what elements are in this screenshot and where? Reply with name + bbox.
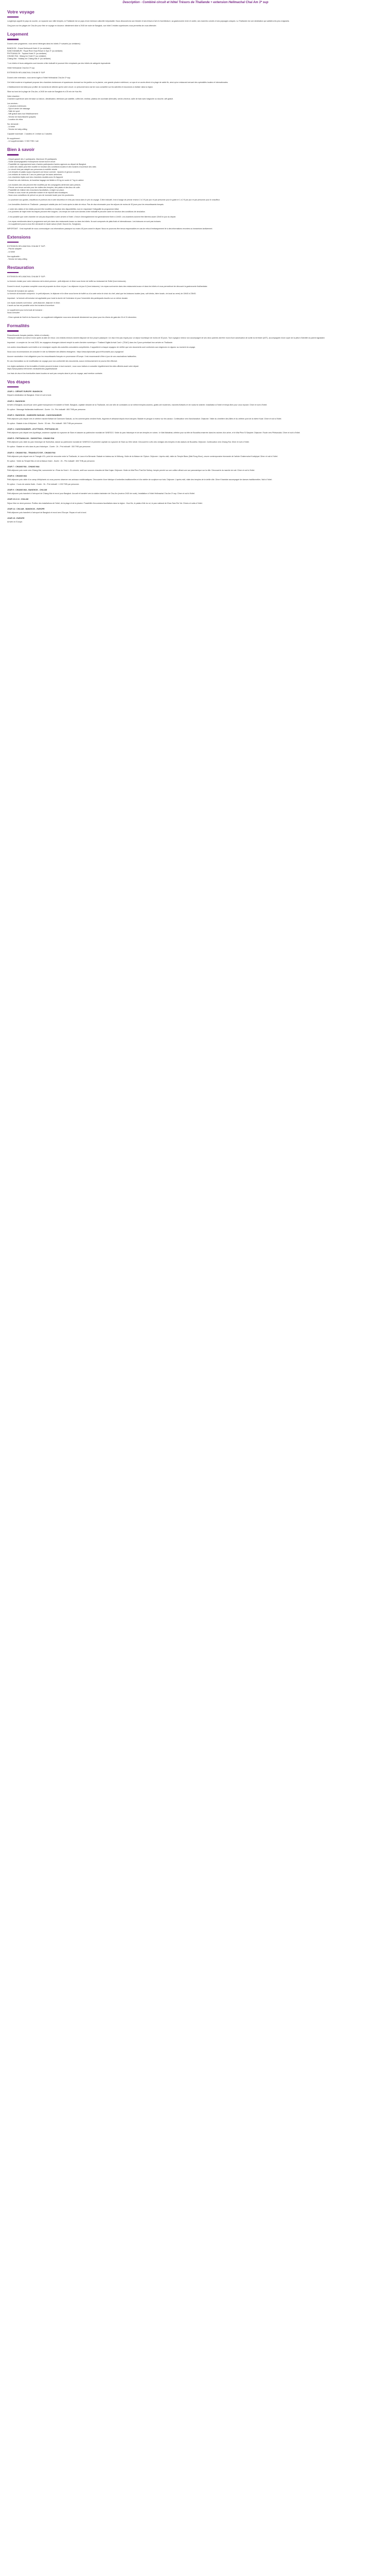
section xyxy=(7,9,384,28)
paragraph: EXTENSION HELLMACHAL CHA AM 3* SUP xyxy=(7,72,45,74)
step-heading: JOUR 8 : CHIANG MAI xyxy=(7,475,27,477)
paragraph: Séjour libre en demi-pension. Profitez des installations de l'hôtel, de la plage et de la piscine. Possibilité d'excursions facultatives dans la région : Hua Hin, le palais d'été du roi, le parc national de Khao Sam Roi Yot. Dîners et nuits à l'hôtel. xyxy=(7,502,203,504)
paragraph: Important : la formule all inclusive est applicable pour toute la durée de l'extension et pour l'ensemble des participants inscrits sur un même dossier. xyxy=(7,297,128,299)
section-heading: Votre voyage xyxy=(7,9,35,14)
section xyxy=(7,379,384,523)
step-heading: JOUR 6 : CHIANG RAI - TRIANGLE D'OR - CHIANG RAI xyxy=(7,451,56,454)
section-heading: Extensions xyxy=(7,234,31,240)
paragraph: L'établissement est idéal pour profiter de moments de détente après votre circuit. Le personnel sera ravi de vous conseiller sur les activités et excursions à réaliser dans la région. xyxy=(7,86,154,88)
paragraph: Départ à destination de Bangkok. Dîner et nuit à bord. xyxy=(7,394,52,397)
paragraph: Longtemps appelé le pays du sourire, un royaume aux mille temples, la Thaïlande est un pays d'une richesse culturelle inépuisable. Nous découvrirons son histoire et ses trésors d'art et d'architecture, sa gastronomie riche et variée, ses marchés colorés et ses paysages uniques. La Thaïlande est une destination qui satisfera les plus exigeants. xyxy=(7,20,290,22)
paragraph: Durant votre extension, vous serez logés à l'hôtel Hellmachal Cha Am 3* sup. xyxy=(7,76,71,79)
step-heading: JOUR 3 : BANGKOK - DAMNOEN SADUAK - KANCHANABURI xyxy=(7,414,62,416)
paragraph: Sur demande : - Lit bébé - Service de baby-sitting xyxy=(7,123,27,130)
paragraph: Votre chambre : Chambre supérieure avec terrasse ou balcon, climatisation, télévision par satellite, coffre-fort, minibar, plateau de courtoisie (thé/café), sèche-cheveux, salle de bain avec baignoire ou douche, wifi gratuit. xyxy=(7,95,173,100)
section-heading: Bien à savoir xyxy=(7,147,35,152)
paragraph: - Il est possible que votre chambre ne soit pas disponible à votre arrivée à l'hôtel. L'heure d'enregistrement est généralement fixée à 14h00. Les chambres doivent être libérées avant 12h00 le jour du départ. xyxy=(7,215,176,218)
paragraph: - Départ garanti dès 2 participants. Maximum 30 participants - Guide accompagnateur francophone durant tout le circuit - Possibilité de regroupement avec d'autres participants d'autres agences au départ de Bangkok - L'ordre des visites peut être modifié en fonction des conditions locales et des horaires d'ouverture des sites - Le circuit n'est pas adapté aux personnes à mobilité réduite - Les temples et palais royaux imposent une tenue correcte : épaules et genoux couverts - Les enfants de moins de 2 ans ne paient que les taxes aériennes - Les chambres triples sont des chambres doubles avec lit d'appoint - Durant les vols intérieurs, la franchise bagage est limitée à 20 kg en soute et 7 kg en cabine xyxy=(7,158,96,181)
step-heading: JOUR 5 : PHITSANULOK - SUKHOTHAI - CHIANG RAI xyxy=(7,437,55,440)
paragraph: Hôtel Hellmachal Chai Am 3* sup xyxy=(7,67,35,70)
paragraph: En option : Massage thaïlandais traditionnel - Durée : 1h - Prix indicatif : 800 THB par personne. xyxy=(7,408,86,411)
paragraph: En supplément : - Lit supplémentaire / 2 500 THB / nuit xyxy=(7,138,39,143)
paragraph: Arrivée à Bangkok, accueil par votre guide francophone et transfert à l'hôtel. Bangkok, capitale vibrante de la Thaïlande, est une ville de contrastes où se mêlent temples anciens, gratte-ciel modernes, marchés flottants et vie nocturne animée. Installation à l'hôtel et temps libre pour vous reposer. Dîner et nuit à l'hôtel. xyxy=(7,403,268,406)
paragraph: EXTENSION HELLMACHAL CHA AM 3* SUP : - Piscine adaptée - Lit bébé xyxy=(7,245,46,253)
paragraph: EXTENSION HELLMACHAL CHA AM 3* SUP : xyxy=(7,276,46,278)
paragraph: Capacité maximale : 2 adultes et 1 enfant ou 3 adultes xyxy=(7,133,52,135)
paragraph: Petit-déjeuner puis route vers Chiang Mai, surnommée la « Rose du Nord ». En chemin, arrêt aux sources chaudes de Mae Kajan. Déjeuner. Visite du Wat Phra That Doi Suthep, temple perché sur une colline offrant une vue panoramique sur la ville. Découverte du marché de nuit. Dîner et nuit à l'hôtel. xyxy=(7,469,255,471)
paragraph: Non applicable : - Service de baby-sitting xyxy=(7,255,27,260)
paragraph: Les frais de visa et les éventuelles taxes locales ne sont pas compris dans le prix du voyage, sauf mention contraire. xyxy=(7,372,103,375)
paragraph: Petit-déjeuner puis visite d'un camp d'éléphants où vous pourrez observer ces animaux emblématiques. Découverte d'une fabrique d'ombrelles traditionnelles et d'un atelier de sculpture sur bois. Déjeuner. L'après-midi, visite des temples de la vieille ville. Dîner Khantoke accompagné de danses traditionnelles. Nuit à l'hôtel. xyxy=(7,479,272,481)
section-heading: Restauration xyxy=(7,264,34,270)
section-underline xyxy=(7,16,19,18)
section-underline xyxy=(7,272,19,274)
section-underline xyxy=(7,154,19,156)
section xyxy=(7,234,384,261)
paragraph: - Les formalités d'entrée en Thaïlande : passeport valable plus de 6 mois après la date de retour. Pas de visa nécessaire pour les séjours de moins de 30 jours pour les ressortissants français. xyxy=(7,204,164,206)
step-heading: JOUR 2 : BANGKOK xyxy=(7,400,25,402)
paragraph: En option : Cours de cuisine thaïe - Durée : 3h - Prix indicatif : 1 200 THB par personne. xyxy=(7,483,79,486)
paragraph: Arrivée en Europe. xyxy=(7,520,23,523)
paragraph: * Les hôtels et leurs catégories sont donnés à titre indicatif et pourront être remplacés par des hôtels de catégorie équivalente. xyxy=(7,62,111,65)
paragraph: - Les repas mentionnés dans le programme sont pris dans des restaurants locaux ou dans les hôtels. Ils sont composés de plats thaïs et internationaux. Les boissons ne sont pas incluses. - Un supplément pourra vous être demandé en haute saison (Noël, Nouvel An, Songkran). xyxy=(7,220,161,225)
paragraph: La formule choisie pour votre extension est la demi-pension : petit-déjeuner et dîner sous forme de buffet au restaurant de l'hôtel (hors boissons). xyxy=(7,280,126,283)
paragraph: Petit-déjeuner puis départ vers Ayutthaya, ancienne capitale du royaume de Siam et classée au patrimoine mondial de l'UNESCO. Visite du parc historique et de ses temples en ruines : le Wat Mahathat, célèbre pour sa tête de Bouddha enserrée dans les racines d'un arbre, et le Wat Phra Si Sanphet. Déjeuner. Route vers Phitsanulok. Dîner et nuit à l'hôtel. xyxy=(7,432,301,434)
section xyxy=(7,31,384,143)
page-content xyxy=(0,0,391,534)
description-sections xyxy=(7,9,384,524)
section-heading: Vos étapes xyxy=(7,379,30,384)
paragraph: IMPORTANT : Il est impératif de nous communiquer vos informations passeport au moins 45 jours avant le départ. Nous ne pourrons être tenus responsables en cas de refus d'embarquement lié à des informations erronées ou transmises tardivement. xyxy=(7,227,213,230)
paragraph: En option : Balade en vélo dans le parc historique - Durée : 2h - Prix indicatif : 300 THB par personne. xyxy=(7,446,91,448)
paragraph: Le supplément pour la formule all inclusive : Nous consulter xyxy=(7,309,43,314)
step-heading: JOUR 7 : CHIANG RAI - CHIANG MAI xyxy=(7,465,40,468)
paragraph: Petit-déjeuner puis transfert à l'aéroport de Bangkok et envol vers l'Europe. Repas et nuit à bord. xyxy=(7,511,87,514)
paragraph: Aucune vaccination n'est obligatoire pour les ressortissants français en provenance d'Europe. Il est recommandé d'être à jour de ses vaccinations habituelles. xyxy=(7,355,137,358)
section xyxy=(7,323,384,375)
step-heading: JOUR 4 : KANCHANABURI - AYUTTHAYA - PHITSANULOK xyxy=(7,428,58,431)
section-heading: Formalités xyxy=(7,323,29,329)
paragraph: - Dîner spécial de Noël et du Nouvel An : un supplément obligatoire vous sera demandé directement sur place pour les dîners de gala des 24 et 31 décembre. xyxy=(7,316,137,319)
paragraph: - Le pourboire aux guides, chauffeurs et porteurs est à votre discrétion et n'est pas inclus dans le prix du voyage. À titre indicatif, il est d'usage de prévoir environ 2 à 3 € par jour et par personne pour le guide et 1 à 2 € par jour et par personne pour le chauffeur. xyxy=(7,199,220,201)
paragraph: Cinq jours sur les plages de Cha-Am pour finir ce voyage en douceur. Idéalement situé à 2h30 de route de Bangkok, son hôtel 3 étoiles supérieures vous permettra de vous détendre. xyxy=(7,25,157,27)
paragraph: Les autres ressortissants sont invités à se renseigner auprès des autorités consulaires compétentes. Il appartient à chaque voyageur de vérifier que ses documents sont conformes aux exigences en vigueur au moment du voyage. xyxy=(7,346,196,349)
paragraph: Les services : - 2 piscines extérieures - Spa et centre de massage - Salle de sport - Wifi gratuit dans tout l'établissement - Service de blanchisserie (payant) - Location de vélos xyxy=(7,103,38,121)
paragraph: Petit-déjeuner puis transfert à l'aéroport de Chiang Mai et envol pour Bangkok. Accueil et transfert vers la station balnéaire de Cha-Am (environ 2h30 de route). Installation à l'hôtel Hellmachal Cha Am 3* sup. Dîner et nuit à l'hôtel. xyxy=(7,493,196,495)
paragraph: Les règles sanitaires et les formalités d'entrée peuvent évoluer à tout moment ; nous vous invitons à consulter régulièrement les sites officiels avant votre départ. https://www.pasteur.fr/fr/centre-medical/fiches-pays/thailande xyxy=(7,365,139,370)
paragraph: Nous vous recommandons de consulter le site du Ministère des Affaires étrangères : https://www.diplomatie.gouv.fr/fr/conseils-aux-voyageurs/ xyxy=(7,351,124,353)
section xyxy=(7,147,384,230)
paragraph: Les repas suivants sont inclus : petit-déjeuner, déjeuner et dîner. L'accès au bar est possible selon les horaires d'ouverture. xyxy=(7,301,60,307)
step-heading: JOUR 9 : CHIANG MAI - BANGKOK - CHA AM xyxy=(7,489,47,492)
paragraph: Situé au bord de la plage de Cha-Am, à 2h30 de route de Bangkok et à 25 min de Hua Hin. xyxy=(7,90,83,93)
paragraph: BANGKOK : Grand Sukhumvit Hotel 4* (ou similaire) KANCHANABURI : Royal River Kwai Resort & Spa 3* (ou similaire) PHITSANULOK : Topland Hotel 3* (ou similaire) CHIANG RAI : Wiang Inn Hotel 3* (ou similaire) Chiang Mai : Holiday Inn Chiang Mai 4* (ou similaire) xyxy=(7,47,63,60)
section-underline xyxy=(7,330,19,332)
paragraph: Petit-déjeuner puis départ vers le Triangle d'Or, point de rencontre entre la Thaïlande, le Laos et la Birmanie. Balade en bateau sur le Mékong. Visite de la Maison de l'Opium. Déjeuner. L'après-midi, visite du Temple Blanc (Wat Rong Khun), œuvre contemporaine étonnante de l'artiste Chalermchai Kositpipat. Dîner et nuit à l'hôtel. xyxy=(7,455,278,457)
section-underline xyxy=(7,39,19,40)
paragraph: Petit-déjeuner puis visite du parc historique de Sukhothai, classé au patrimoine mondial de l'UNESCO et première capitale du royaume de Siam au XIIIe siècle. Découverte à vélo des vestiges des temples et des statues de Bouddha. Déjeuner. Continuation vers Chiang Rai. Dîner et nuit à l'hôtel. xyxy=(7,441,250,444)
paragraph: Cet hôtel moderne et apaisant propose des chambres lumineuses et spacieuses donnant sur les jardins ou la piscine, une grande piscine extérieure, un spa et un accès direct à la plage de sable fin, ainsi qu'un restaurant servant des spécialités locales et internationales. xyxy=(7,81,229,83)
section-underline xyxy=(7,242,19,243)
step-heading: JOUR 14 : CHA AM - BANGKOK - EUROPE xyxy=(7,507,45,510)
paragraph: Durant le circuit, la pension complète vous est proposée du dîner du jour 1 au déjeuner du jour 8 (hors boissons). Les repas sont servis dans des restaurants locaux et dans les hôtels et vous permettront de découvrir la gastronomie thaïlandaise. xyxy=(7,285,208,287)
paragraph: Durant votre programme, vous serez hébergés dans les hôtels 3* suivants (ou similaires) : xyxy=(7,42,82,45)
paragraph: Ressortissants français (adultes, bébés et enfants) : Passeport valable au moins 6 mois après la date de retour. Les enfants mineurs doivent disposer de leur propre passeport. Un visa n'est pas requis pour un séjour touristique de moins de 30 jours. Tout voyageur mineur non accompagné de ses deux parents doit être muni d'une autorisation de sortie du territoire (AST), accompagnée d'une copie de la pièce d'identité du parent signataire. xyxy=(7,334,325,339)
paragraph: Important : à compter du 1er mai 2025, les voyageurs étrangers doivent remplir la carte d'arrivée numérique « Thailand Digital Arrival Card » (TDAC) dans les 3 jours précédant leur arrivée en Thaïlande. xyxy=(7,342,173,344)
paragraph: - Les horaires des vols peuvent être modifiés par les compagnies aériennes sans préavis. - Prévoir une tenue correcte pour les visites des temples, des palais et des lieux de culte. - Possibilité de réaliser des excursions facultatives, à régler sur place. - Pensez à vous munir de protection solaire et de répulsif anti-moustiques. - Nous vous conseillons de prévoir un peu de monnaie locale pour les pourboires. xyxy=(7,183,81,197)
step-heading: JOUR 15 : EUROPE xyxy=(7,517,25,519)
paragraph: En cas d'annulation ou de modification du voyage pour non-conformité des documents, aucun remboursement ne pourra être effectué. xyxy=(7,360,118,363)
page-title: Description - Combiné circuit et hôtel Trésors de Thaïlande + extension Hellmachal Chai Am 3* sup xyxy=(122,1,269,4)
paragraph: Petit-déjeuner puis départ vers le célèbre marché flottant de Damnoen Saduak, où les commerçants vendent fruits, légumes et artisanat depuis leurs barques. Balade en pirogue à moteur sur les canaux. Continuation vers Kanchanaburi. Déjeuner. Visite du cimetière des Alliés et du célèbre pont de la rivière Kwaï. Dîner et nuit à l'hôtel. xyxy=(7,417,282,420)
paragraph: Formule All Inclusive (en option) : La formule all inclusive comprend : le petit-déjeuner, le déjeuner et le dîner sous forme de buffet ou à la carte selon le choix du chef, ainsi que les boissons locales (eau, soft drinks, bière locale, vin local au verre) de 10h00 à 23h00. xyxy=(7,290,197,295)
paragraph: - L'ordre des visites et les hôtels peuvent être modifiés en fonction des disponibilités, tout en respectant l'intégralité du programme initial. - Les journées de trajet entre les étapes peuvent être longues. Les temps de route sont donnés à titre indicatif et peuvent varier en fonction des conditions de circulation. xyxy=(7,208,145,213)
paragraph: En option : Balade à dos d'éléphant - Durée : 30 min - Prix indicatif : 500 THB par personne. xyxy=(7,422,83,425)
section-heading: Logement xyxy=(7,31,28,37)
section-underline xyxy=(7,386,19,388)
step-heading: JOUR 10 À 13 : CHA AM xyxy=(7,498,28,501)
section xyxy=(7,265,384,319)
step-heading: JOUR 1 : DÉPART EUROPE / BANGKOK xyxy=(7,391,43,393)
paragraph: En option : Visite du Temple Bleu et de la Maison Noire - Durée : 2h - Prix indicatif : 600 THB par personne. xyxy=(7,460,95,462)
